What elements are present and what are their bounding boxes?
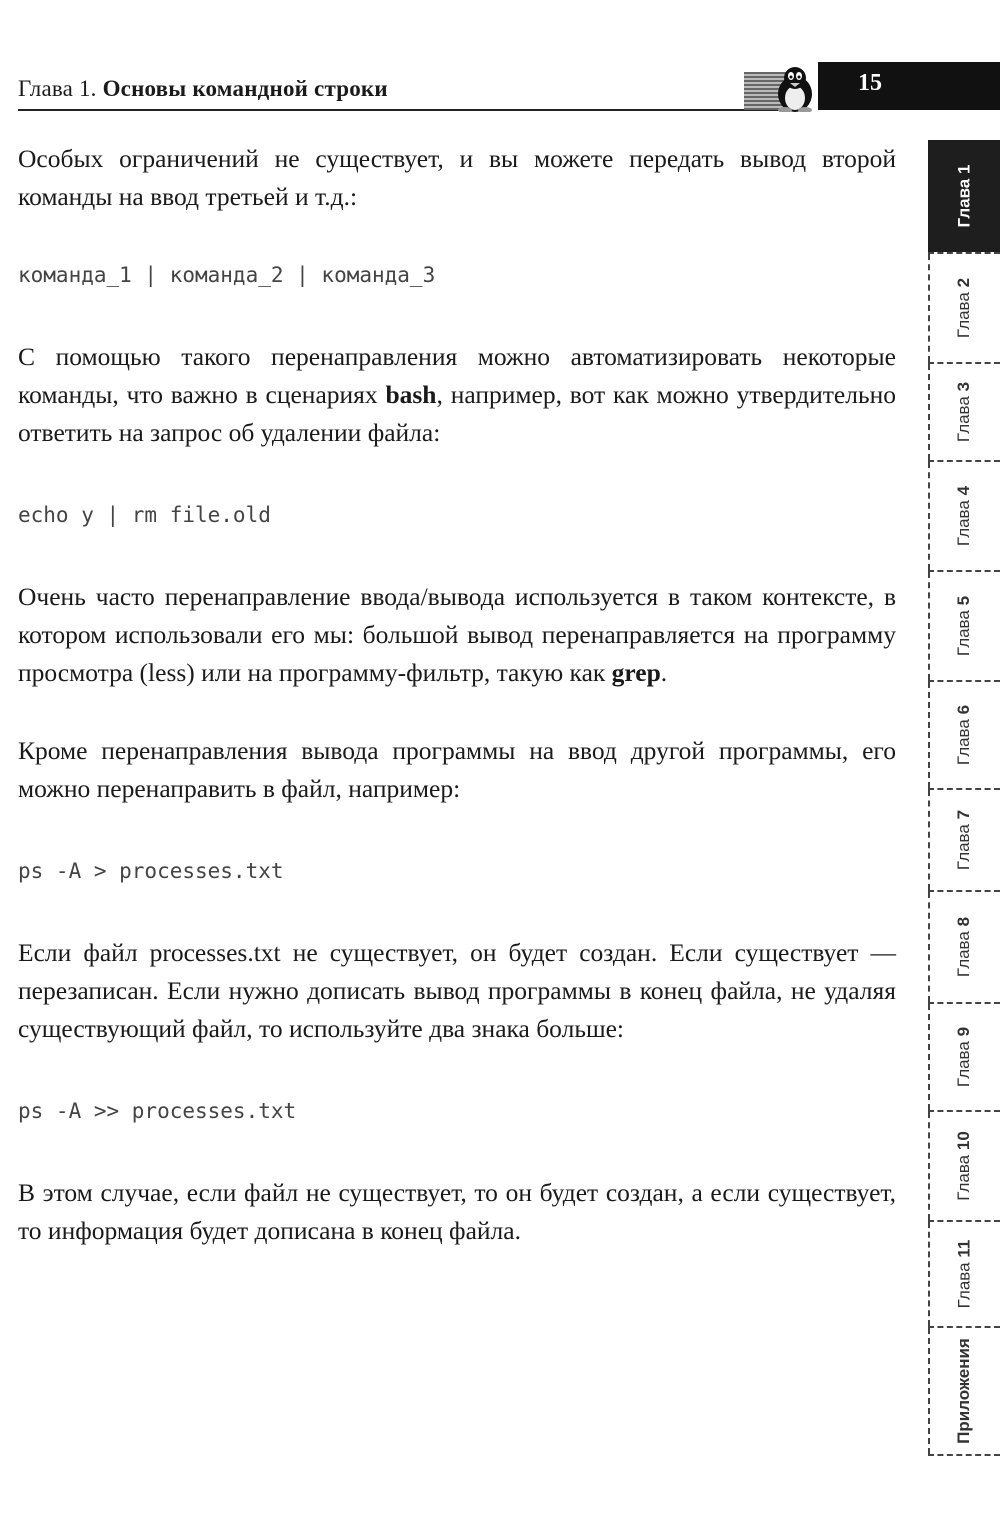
chapter-prefix: Глава 1.: [18, 76, 97, 101]
tab-number: 1: [954, 164, 973, 174]
text: Очень часто перенаправление ввода/вывода используется в таком контексте, в котором использовали его мы: большой вывод перенаправляется на программу просмотра (less) или на программу-фильтр, такую как: [18, 582, 896, 687]
paragraph: В этом случае, если файл не существует, то он будет создан, а если существует, то информация будет дописана в конец файла.: [18, 1178, 896, 1245]
tab-chapter-11[interactable]: [928, 1220, 1000, 1326]
tab-prefix: Глава: [954, 931, 973, 978]
tab-label: [954, 278, 974, 338]
tab-chapter-7[interactable]: [928, 788, 1000, 890]
tab-prefix: Глава: [953, 1262, 973, 1309]
tab-chapter-appendix[interactable]: [928, 1326, 1000, 1454]
tab-prefix: Глава: [954, 396, 973, 443]
tab-label: [954, 1338, 974, 1444]
tab-prefix: Глава: [954, 500, 973, 547]
bold-term: grep: [611, 658, 661, 687]
tab-prefix: Глава: [954, 178, 973, 228]
paragraph: Если файл processes.txt не существует, он будет создан. Если существует — перезаписан. Если нужно дописать вывод программы в конец файла, не удаляя существующий файл, то используйте два знака больше:: [18, 938, 896, 1043]
tab-label: [954, 705, 974, 765]
tab-label: [954, 1131, 974, 1201]
code-line: ps -A > processes.txt: [18, 859, 284, 883]
tab-chapter-9[interactable]: [928, 1002, 1000, 1110]
tab-label: [954, 596, 974, 656]
chapter-header: [18, 76, 388, 102]
tab-number: 11: [953, 1239, 973, 1258]
code-line: echo y | rm file.old: [18, 503, 271, 527]
tab-label: [954, 810, 974, 870]
tab-number: 2: [954, 277, 973, 288]
tab-chapter-8[interactable]: [928, 890, 1000, 1002]
tab-prefix: Глава: [954, 719, 973, 766]
page-header: [18, 62, 1000, 112]
tab-label: [954, 917, 974, 977]
bold-term: bash: [385, 380, 437, 409]
paragraph: Особых ограничений не существует, и вы можете передать вывод второй команды на ввод третьей и т.д.:: [18, 144, 896, 211]
tabs-bottom-line: [928, 1454, 1000, 1456]
tab-label: [954, 1027, 974, 1087]
tab-chapter-4[interactable]: [928, 460, 1000, 570]
code-line: ps -A >> processes.txt: [18, 1099, 297, 1123]
penguin-icon: [764, 64, 826, 112]
page-number-box: [818, 62, 1000, 110]
tab-prefix: Глава: [953, 1154, 973, 1201]
tab-label: [954, 165, 974, 228]
tab-chapter-6[interactable]: [928, 680, 1000, 788]
tab-number: 4: [954, 485, 973, 496]
tab-label: [954, 1240, 974, 1309]
text: С помощью такого перенаправления можно автоматизировать некоторые команды, что важно в сценариях: [18, 342, 896, 409]
tab-number: 6: [954, 704, 973, 715]
tab-number: 8: [954, 916, 973, 927]
tab-prefix: Приложения: [954, 1338, 973, 1444]
tab-chapter-3[interactable]: [928, 362, 1000, 460]
tab-number: 5: [954, 595, 973, 606]
chapter-tabs: [928, 140, 1000, 1460]
tab-number: 7: [954, 809, 973, 820]
page-number: 15: [858, 70, 882, 96]
tab-chapter-2[interactable]: [928, 252, 1000, 362]
tab-prefix: Глава: [954, 292, 973, 339]
tab-chapter-10[interactable]: [928, 1110, 1000, 1220]
tab-number: 9: [954, 1026, 973, 1037]
text: .: [660, 658, 668, 687]
chapter-title: Основы командной строки: [102, 76, 388, 101]
tab-prefix: Глава: [954, 824, 973, 871]
header-rule: [18, 109, 806, 111]
tab-prefix: Глава: [954, 610, 973, 657]
tab-number: 3: [954, 381, 973, 392]
paragraph: [18, 338, 896, 452]
code-line: команда_1 | команда_2 | команда_3: [18, 263, 436, 287]
paragraph: [18, 578, 896, 692]
tab-chapter-5[interactable]: [928, 570, 1000, 680]
tab-prefix: Глава: [954, 1041, 973, 1088]
tab-number: 10: [953, 1131, 973, 1151]
tab-label: [954, 486, 974, 546]
tab-chapter-1[interactable]: [928, 140, 1000, 252]
text: , например, вот как можно утвердительно ответить на запрос об удалении файла:: [18, 380, 896, 447]
paragraph: Кроме перенаправления вывода программы на ввод другой программы, его можно перенаправить в файл, например:: [18, 736, 896, 803]
tab-label: [954, 382, 974, 442]
page-content: [18, 140, 896, 1250]
